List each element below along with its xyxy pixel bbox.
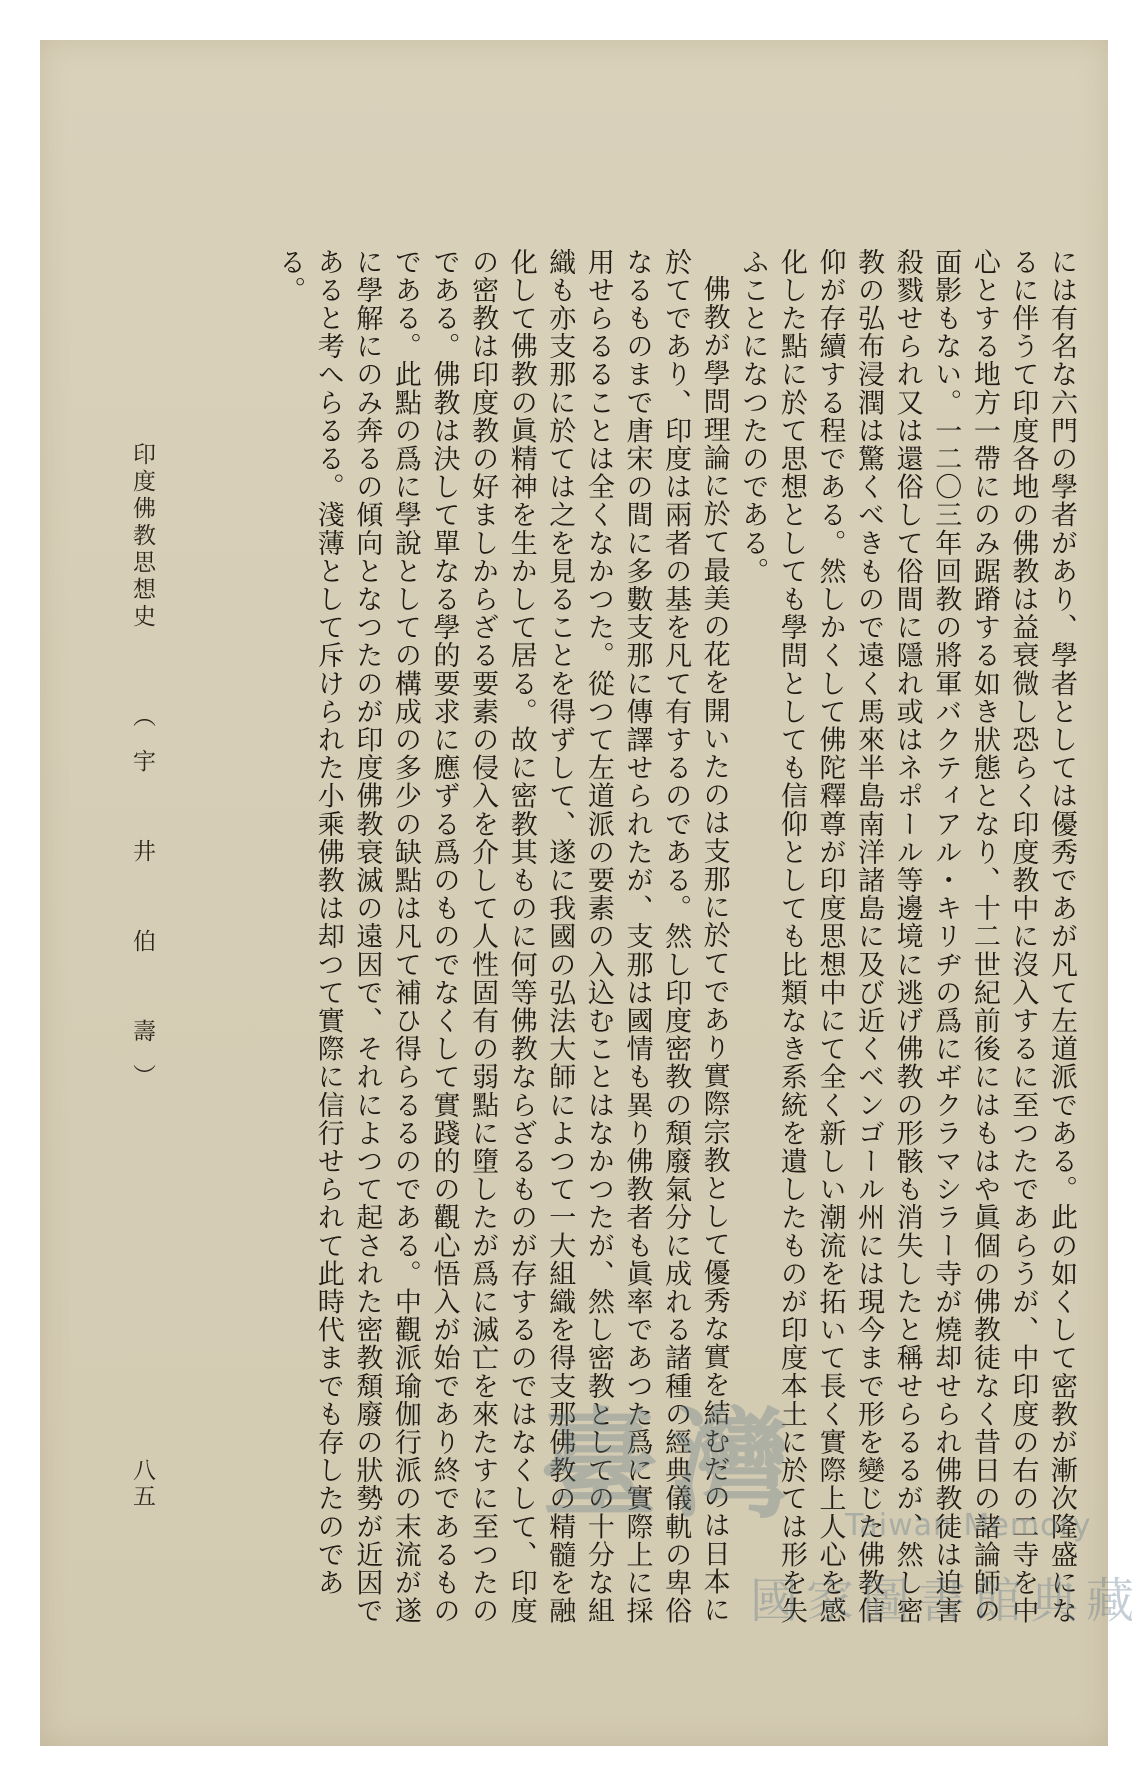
watermark-chinese-text: 國家圖書館典藏 [750, 1573, 1143, 1629]
watermark-large-text: 臺灣 [540, 1395, 805, 1534]
running-title: 印度佛教思想史 [129, 442, 155, 631]
paragraph-2: 佛教が學問理論に於て最美の花を開いたのは支那に於てであり實際宗教として優秀な實を結むだのは日本に於てであり、印度は兩者の基を凡て有するのである。然し印度密教の頽廢氣分に成れる諸種の經典儀軌の卑俗なるものまで唐宋の間に多數支那に傳譯せられたが、支那は國情も異り佛教者も眞率であつた爲に實際上に採用せらるることは全くなかつた。從つて左道派の要素の入込むことはなかつたが、然し密教としての十分な組織も亦支那に於ては之を見ることを得ずして、遂に我國の弘法大師によつて一大組織を得支那佛教の精髓を融化して佛教の眞精神を生かして居る。故に密教其ものに何等佛教ならざるものが存するのではなくして、印度の密教は印度教の好ましからざる要素の侵入を介して人性固有の弱點に墮したが爲に滅亡を來たすに至つたのである。佛教は決して單なる學的要求に應ずる爲のものでなくして實踐的の觀心悟入が始であり終であるものである。此點の爲に學說としての構成の多少の缺點は凡て補ひ得らるるのである。中觀派瑜伽行派の末流が遂に學解にのみ奔るの傾向となつたのが印度佛教衰滅の遠因で、それによつて起された密教頽廢の狀勢が近因であると考へらるる。淺薄として斥けられた小乘佛教は却つて實際に信行せられて此時代までも存したのである。 [274, 248, 730, 1625]
watermark-english-text: Taiwan Memory [845, 1508, 1092, 1543]
paragraph-1: には有名な六門の學者があり、學者としては優秀であが凡て左道派である。此の如くして密教が漸次隆盛になるに伴うて印度各地の佛教は益衰微し恐らく印度教中に沒入するに至つたであらうが、中印度の右の二寺を中心とする地方一帶にのみ踞蹐する如き狀態となり、十二世紀前後にはもはや眞個の佛教徒なく昔日の諸論師の面影もない。一二〇三年回教の將軍バクティアル・キリヂの爲にヸクラマシラー寺が燒却せられ佛教徒は迫害殺戮せられ又は還俗して俗間に隱れ或はネポール等邊境に逃げ佛教の形骸も消失したと稱せらるるが、然し密教の弘布浸潤は驚くべきもので遠く馬來半島南洋諸島に及び近くベンゴール州には現今まで形を變じた佛教信仰が存續する程である。然しかくして佛陀釋尊が印度思想中にて全く新しい潮流を拓いて長く實際上人心を感化した點に於て思想としても學問としても信仰としても比類なき系統を遺したものが印度本土に於ては形を失ふことになつたのである。 [737, 248, 1077, 1625]
book-page [40, 40, 1143, 1746]
page-number: 八五 [129, 1458, 155, 1510]
author-name: （宇 井 伯 壽） [129, 704, 155, 1109]
body-text [274, 248, 1080, 1628]
